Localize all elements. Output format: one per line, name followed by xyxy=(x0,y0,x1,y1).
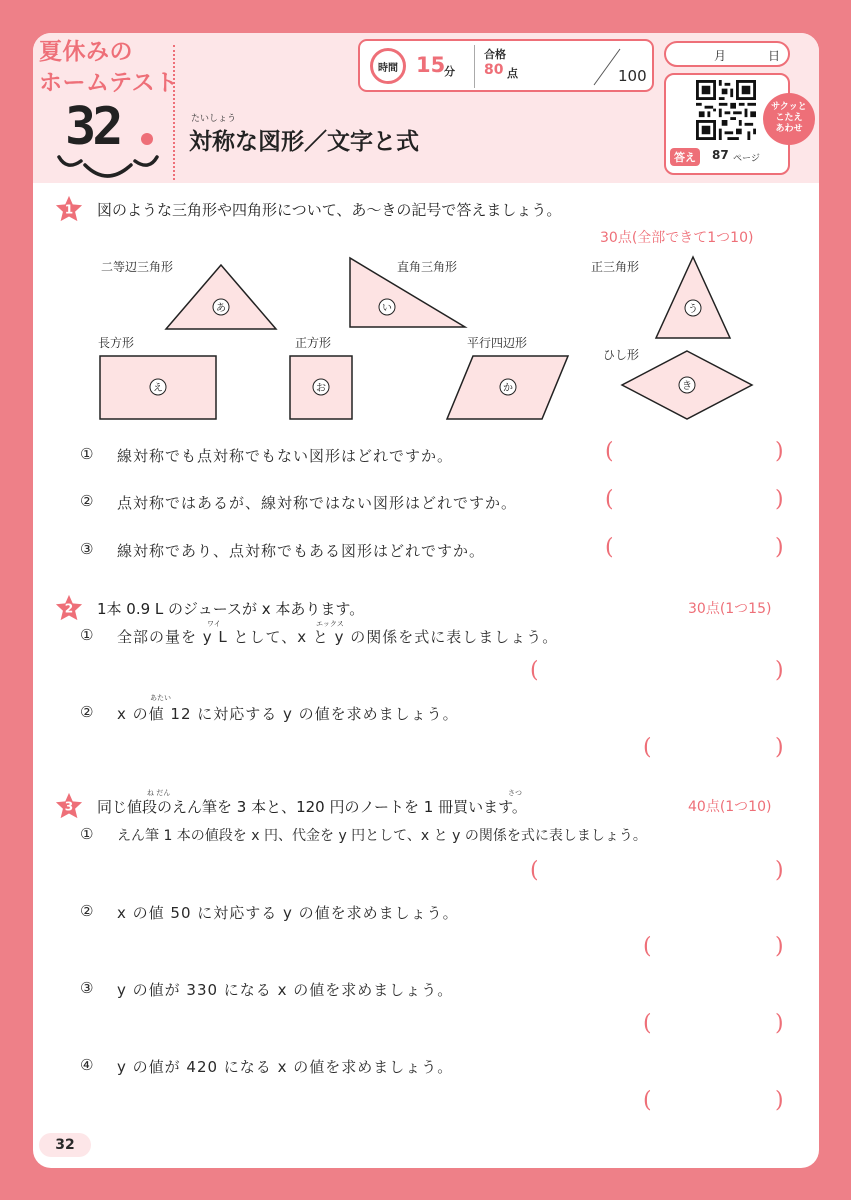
s3-q1-text: えん筆 1 本の値段を x 円、代金を y 円として、x と y の関係を式に表しましょう。 xyxy=(117,828,647,844)
ruby-y: ワイ xyxy=(207,620,221,628)
s2-q2-answer-close[interactable]: ) xyxy=(775,735,784,760)
total-score: 100 xyxy=(618,67,647,85)
pass-unit: 点 xyxy=(507,67,518,80)
ruby-nedan: ね だん xyxy=(147,789,171,797)
brand-line-1: 夏休みの xyxy=(39,39,133,65)
date-month-label: 月 xyxy=(714,49,727,63)
s3-q4-text: y の値が 420 になる x の値を求めましょう。 xyxy=(117,1058,454,1076)
pass-label: 合格 xyxy=(484,48,506,61)
s2-q1-answer-close[interactable]: ) xyxy=(775,658,784,683)
equilateral-triangle xyxy=(656,257,730,338)
s3-q1-answer-close[interactable]: ) xyxy=(775,858,784,883)
brand-line-2: ホームテスト xyxy=(39,70,179,96)
s3-q3-number: ③ xyxy=(80,979,95,997)
title-ruby: たいしょう xyxy=(191,114,237,124)
mark-i: い xyxy=(382,303,392,314)
mark-u: う xyxy=(688,304,698,315)
s1-q1-number: ① xyxy=(80,445,95,463)
s2-q2-number: ② xyxy=(80,703,95,721)
mark-ki: き xyxy=(682,381,692,392)
s1-q3-number: ③ xyxy=(80,540,95,558)
s2-q1-answer-open[interactable]: ( xyxy=(530,658,539,683)
label-parallelogram: 平行四辺形 xyxy=(467,336,528,350)
s3-q1-answer-open[interactable]: ( xyxy=(530,858,539,883)
star-icon xyxy=(55,792,83,820)
s3-q3-answer-open[interactable]: ( xyxy=(643,1011,652,1036)
shapes-figure xyxy=(33,33,819,433)
s3-q4-answer-open[interactable]: ( xyxy=(643,1088,652,1113)
label-square: 正方形 xyxy=(295,336,332,350)
s3-q4-number: ④ xyxy=(80,1056,95,1074)
page-title: 対称な図形／文字と式 xyxy=(189,129,419,155)
section-2-number: 2 xyxy=(64,601,74,616)
time-unit: 分 xyxy=(444,65,455,78)
answer-page-unit: ページ xyxy=(733,154,760,164)
mark-o: お xyxy=(316,383,326,394)
s1-q2-answer-close[interactable]: ) xyxy=(775,487,784,512)
mark-a: あ xyxy=(216,303,226,314)
label-rectangle: 長方形 xyxy=(98,336,135,350)
s1-q1-answer-open[interactable]: ( xyxy=(605,439,614,464)
badge-line-2: こたえ xyxy=(775,113,803,123)
s2-q2-text: x の値 12 に対応する y の値を求めましょう。 xyxy=(117,705,459,723)
badge-line-1: サクッと xyxy=(771,102,807,112)
s2-q1-number: ① xyxy=(80,626,95,644)
answer-page: 87 xyxy=(712,148,729,162)
section-2-points: 30点(1つ15) xyxy=(688,601,772,617)
section-3-number: 3 xyxy=(64,799,74,814)
answer-label: 答え xyxy=(670,148,700,166)
test-number: 32 xyxy=(65,97,120,157)
s3-q3-text: y の値が 330 になる x の値を求めましょう。 xyxy=(117,981,454,999)
s3-q2-text: x の値 50 に対応する y の値を求めましょう。 xyxy=(117,904,459,922)
mark-e: え xyxy=(153,383,163,394)
s3-q3-answer-close[interactable]: ) xyxy=(775,1011,784,1036)
ruby-atai: あたい xyxy=(150,694,171,702)
s1-q3-answer-close[interactable]: ) xyxy=(775,535,784,560)
badge-line-3: あわせ xyxy=(775,124,803,134)
right-triangle xyxy=(350,258,465,327)
s1-q3-answer-open[interactable]: ( xyxy=(605,535,614,560)
time-minutes: 15 xyxy=(416,53,446,77)
section-1-title: 図のような三角形や四角形について、あ～きの記号で答えましょう。 xyxy=(97,201,562,219)
isosceles-triangle xyxy=(166,265,276,329)
pass-score: 80 xyxy=(484,62,504,78)
section-2-title: 1本 0.9 L のジュースが x 本あります。 xyxy=(97,600,365,618)
label-equilateral: 正三角形 xyxy=(591,260,640,274)
star-icon xyxy=(55,594,83,622)
worksheet-page xyxy=(33,33,819,1168)
s3-q2-answer-close[interactable]: ) xyxy=(775,934,784,959)
s3-q4-answer-close[interactable]: ) xyxy=(775,1088,784,1113)
page-number: 32 xyxy=(39,1133,91,1157)
section-1-points: 30点(全部できて1つ10) xyxy=(600,230,754,246)
s1-q1-answer-close[interactable]: ) xyxy=(775,439,784,464)
date-day-label: 日 xyxy=(768,49,781,63)
s1-q2-text: 点対称ではあるが、線対称ではない図形はどれですか。 xyxy=(117,494,518,512)
label-right-triangle: 直角三角形 xyxy=(397,260,458,274)
s1-q3-text: 線対称であり、点対称でもある図形はどれですか。 xyxy=(117,542,486,560)
s1-q1-text: 線対称でも点対称でもない図形はどれですか。 xyxy=(117,447,454,465)
s2-q2-answer-open[interactable]: ( xyxy=(643,735,652,760)
s1-q2-number: ② xyxy=(80,492,95,510)
ruby-satsu: さつ xyxy=(508,789,522,797)
time-label: 時間 xyxy=(378,62,398,74)
label-rhombus: ひし形 xyxy=(603,348,640,362)
ruby-x: エックス xyxy=(316,620,344,628)
section-3-points: 40点(1つ10) xyxy=(688,799,772,815)
section-3-title: 同じ値段のえん筆を 3 本と、120 円のノートを 1 冊買います。 xyxy=(97,798,527,816)
s3-q2-number: ② xyxy=(80,902,95,920)
s1-q2-answer-open[interactable]: ( xyxy=(605,487,614,512)
section-1-number: 1 xyxy=(64,202,74,217)
label-isosceles: 二等辺三角形 xyxy=(101,260,174,274)
mark-ka: か xyxy=(503,383,513,394)
s2-q1-text: 全部の量を y L として、x と y の関係を式に表しましょう。 xyxy=(117,628,559,646)
s3-q1-number: ① xyxy=(80,825,94,843)
s3-q2-answer-open[interactable]: ( xyxy=(643,934,652,959)
